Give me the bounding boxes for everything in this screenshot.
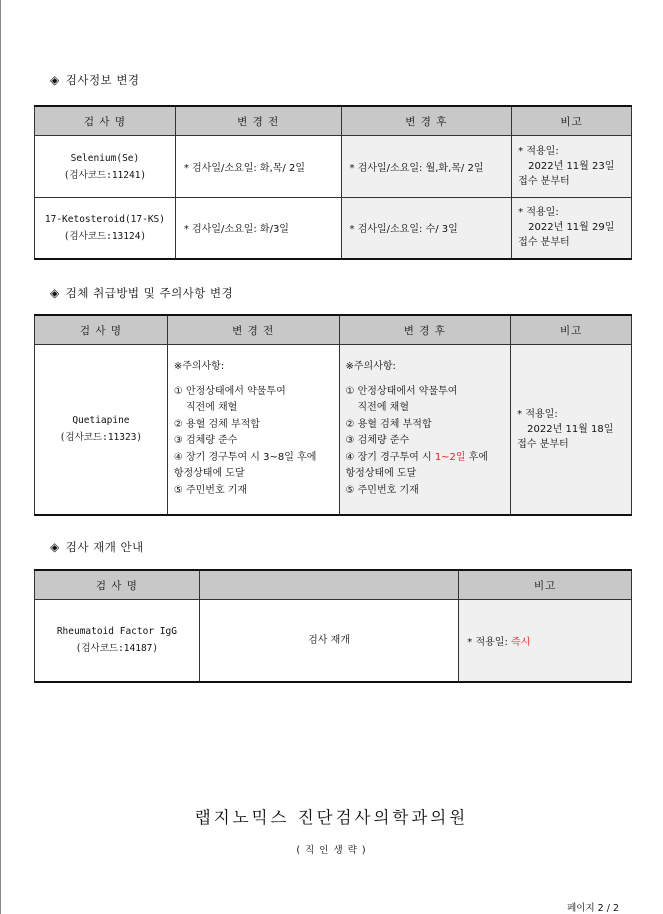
col-header-after: 변 경 후 (339, 315, 511, 345)
col-header-after: 변 경 후 (341, 106, 512, 136)
col-header-note: 비고 (459, 570, 632, 600)
table-row (35, 136, 632, 198)
diamond-bullet-icon: ◈ (50, 286, 60, 300)
col-header-content (199, 570, 459, 600)
table-row (35, 345, 632, 515)
test-name-cell: Rheumatoid Factor IgG (검사코드:14187) (35, 600, 200, 682)
col-header-note: 비고 (511, 315, 632, 345)
specimen-handling-table (34, 314, 632, 516)
page-left-edge (0, 0, 1, 914)
diamond-bullet-icon: ◈ (50, 73, 60, 87)
table-header-row (35, 315, 632, 345)
note-cell: * 적용일: 2022년 11월 23일 접수 분부터 (512, 136, 632, 198)
table-row (35, 198, 632, 259)
col-header-test-name: 검 사 명 (35, 106, 176, 136)
test-name-cell: 17-Ketosteroid(17-KS) (검사코드:13124) (35, 198, 176, 259)
col-header-test-name: 검 사 명 (35, 570, 200, 600)
test-info-change-table (34, 105, 632, 260)
content-cell: 검사 재개 (199, 600, 459, 682)
table-row (35, 600, 632, 682)
test-name-cell: Selenium(Se) (검사코드:11241) (35, 136, 176, 198)
before-cell: * 검사일/소요일: 화,목/ 2일 (175, 136, 341, 198)
section-heading-test-info-change: ◈ 검사정보 변경 (50, 73, 140, 87)
before-cell: * 검사일/소요일: 화/3일 (175, 198, 341, 259)
before-cell: ※주의사항: ① 안정상태에서 약물투여 직전에 채혈 ② 용혈 검체 부적합 ③ 검체량 준수 ④ 장기 경구투여 시 3~8일 후에 항정상태에 도달 ⑤ 주민번호 기재 (167, 345, 339, 515)
institution-name: 랩지노믹스 진단검사의학과의원 (194, 808, 469, 827)
col-header-test-name: 검 사 명 (35, 315, 168, 345)
page-number: 페이지 2 / 2 (567, 903, 619, 914)
test-name-cell: Quetiapine (검사코드:11323) (35, 345, 168, 515)
after-cell: * 검사일/소요일: 수/ 3일 (341, 198, 512, 259)
seal-omitted-note: ( 직 인 생 략 ) (296, 845, 367, 856)
after-cell: * 검사일/소요일: 월,화,목/ 2일 (341, 136, 512, 198)
section-heading-specimen-handling-change: ◈ 검체 취급방법 및 주의사항 변경 (50, 286, 234, 300)
note-cell: * 적용일: 2022년 11월 18일 접수 분부터 (511, 345, 632, 515)
table-header-row (35, 570, 632, 600)
note-cell: * 적용일: 2022년 11월 29일 접수 분부터 (512, 198, 632, 259)
immediate-highlight: 즉시 (511, 636, 531, 648)
col-header-before: 변 경 전 (167, 315, 339, 345)
after-cell: ※주의사항: ① 안정상태에서 약물투여 직전에 채혈 ② 용혈 검체 부적합 ③ 검체량 준수 ④ 장기 경구투여 시 1~2일 후에 항정상태에 도달 ⑤ 주민번호 기재 (339, 345, 511, 515)
section-heading-test-resume: ◈ 검사 재개 안내 (50, 540, 144, 554)
table-header-row (35, 106, 632, 136)
col-header-before: 변 경 전 (175, 106, 341, 136)
changed-days-highlight: 1~2일 (434, 451, 466, 463)
note-cell: * 적용일: 즉시 (459, 600, 632, 682)
diamond-bullet-icon: ◈ (50, 540, 60, 554)
test-resume-table (34, 569, 632, 683)
col-header-note: 비고 (512, 106, 632, 136)
